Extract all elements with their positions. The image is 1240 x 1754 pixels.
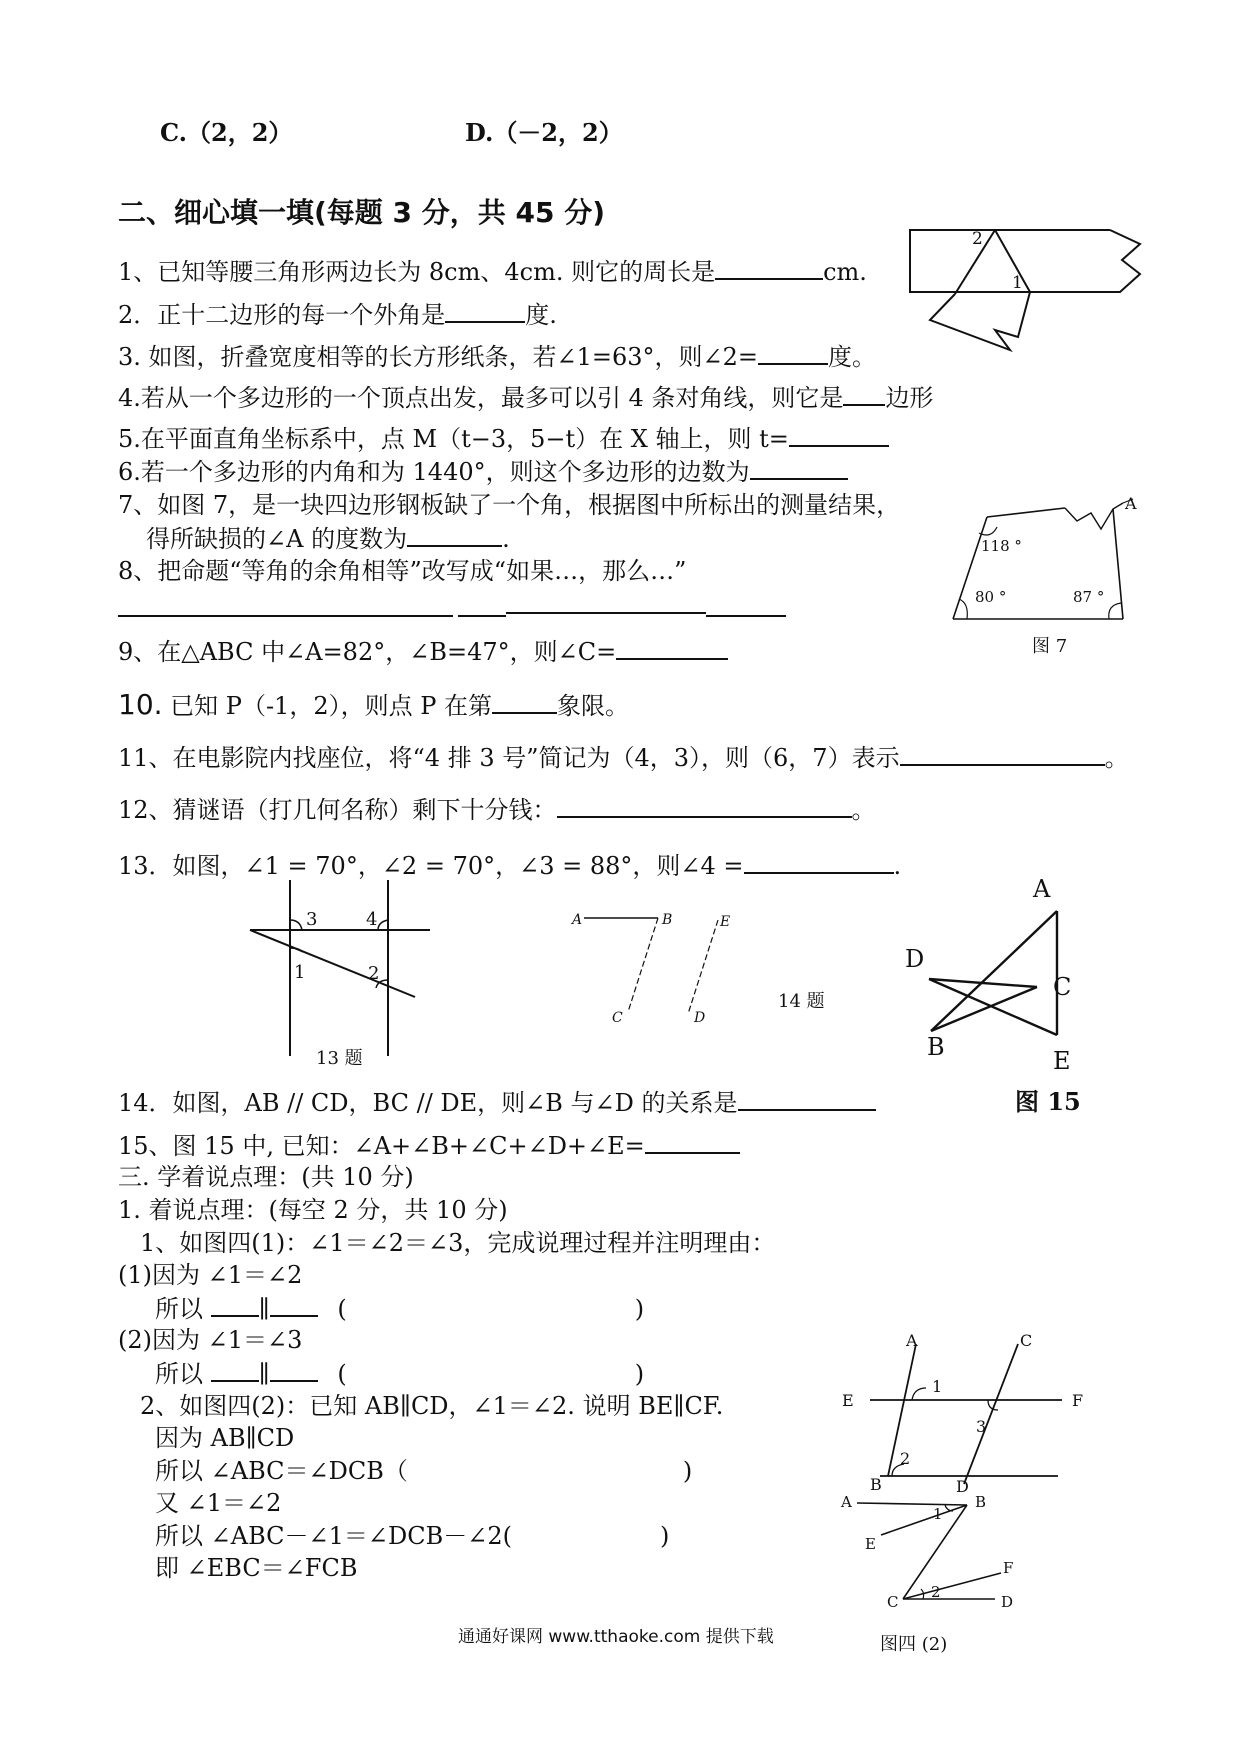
question-9-text: 9、在△ABC 中∠A=82°，∠B=47°，则∠C= xyxy=(118,638,617,666)
answer-blank-9[interactable] xyxy=(616,636,728,660)
right-paren: ) xyxy=(634,1295,645,1323)
question-14-text: 14．如图，AB // CD，BC // DE，则∠B 与∠D 的关系是 xyxy=(118,1089,738,1117)
answer-blank-1a-left[interactable] xyxy=(211,1293,259,1317)
figure-14-label-a: A xyxy=(572,912,583,928)
figure-4-2-label-2: 2 xyxy=(931,1583,941,1601)
parallel-symbol: ∥ xyxy=(258,1360,270,1388)
question-3-suffix: 度。 xyxy=(828,343,877,371)
problem-2-line-4 xyxy=(155,1521,669,1551)
question-4-text: 4.若从一个多边形的一个顶点出发，最多可以引 4 条对角线，则它是 xyxy=(118,384,844,412)
question-1-suffix: cm. xyxy=(823,258,867,286)
problem-1b-conclusion xyxy=(155,1358,644,1389)
question-8: 8、把命题“等角的余角相等”改写成“如果…，那么…” xyxy=(118,557,687,585)
figure-4-1-label-1: 1 xyxy=(932,1377,943,1396)
answer-blank-6[interactable] xyxy=(750,456,848,480)
question-12 xyxy=(118,794,876,825)
figure-15-label-d: D xyxy=(905,945,925,973)
figure-4-2-label-a: A xyxy=(841,1493,852,1511)
section2-title: 二、细心填一填(每题 3 分，共 45 分) xyxy=(118,196,606,229)
figure-4-1-label-a: A xyxy=(906,1331,918,1350)
left-paren: ( xyxy=(337,1360,347,1388)
page-footer: 通通好课网 www.tthaoke.com 提供下载 xyxy=(458,1627,774,1647)
answer-line-8d[interactable] xyxy=(706,615,786,617)
figure-13-caption: 13 题 xyxy=(316,1048,363,1069)
answer-blank-14[interactable] xyxy=(738,1087,876,1111)
figure-4-1-label-f: F xyxy=(1072,1391,1084,1410)
figure-7-quadrilateral xyxy=(945,485,1145,655)
answer-blank-5[interactable] xyxy=(789,423,889,447)
figure-4-2-caption: 图四 (2) xyxy=(880,1634,948,1655)
problem-2-intro: 2、如图四(2)：已知 AB∥CD，∠1＝∠2. 说明 BE∥CF. xyxy=(140,1392,724,1420)
figure-14-label-d: D xyxy=(694,1010,706,1026)
answer-blank-2[interactable] xyxy=(445,299,525,323)
answer-line-8a[interactable] xyxy=(118,615,453,617)
figure-4-1-label-d: D xyxy=(956,1477,969,1496)
figure-13-label-3: 3 xyxy=(306,909,318,930)
problem-2-line-2-text: 所以 ∠ABC＝∠DCB（ xyxy=(155,1457,408,1485)
question-6 xyxy=(118,456,848,487)
figure-4-2-label-b: B xyxy=(975,1493,987,1511)
question-13-suffix: . xyxy=(893,852,902,880)
problem-1a-conclusion xyxy=(155,1293,644,1324)
question-10 xyxy=(118,690,629,721)
question-11 xyxy=(118,742,1129,773)
parallel-symbol: ∥ xyxy=(258,1295,270,1323)
figure-15-label-b: B xyxy=(927,1033,945,1061)
figure-7-label-a: A xyxy=(1125,494,1137,513)
figure-13-label-2: 2 xyxy=(368,963,380,984)
figure-4-1-label-e: E xyxy=(842,1391,854,1410)
problem-2-line-5: 即 ∠EBC＝∠FCB xyxy=(155,1554,358,1582)
answer-line-8b[interactable] xyxy=(458,615,506,617)
answer-line-8c[interactable] xyxy=(506,612,706,614)
answer-blank-10[interactable] xyxy=(492,690,557,714)
figure-14-parallels xyxy=(570,910,740,1030)
figure-4-2-label-f: F xyxy=(1003,1559,1014,1577)
question-1 xyxy=(118,256,867,287)
figure-4-1-label-2: 2 xyxy=(900,1449,911,1468)
question-5 xyxy=(118,423,889,454)
figure-4-1-label-3: 3 xyxy=(976,1417,987,1436)
answer-blank-11[interactable] xyxy=(900,742,1105,766)
question-2 xyxy=(118,299,557,330)
question-15-text: 15、图 15 中, 已知：∠A+∠B+∠C+∠D+∠E= xyxy=(118,1132,645,1160)
figure-15-label-a: A xyxy=(1033,875,1051,903)
question-11-text: 11、在电影院内找座位，将“4 排 3 号”简记为（4，3），则（6，7）表示 xyxy=(118,744,900,772)
figure-7-angle-87: 87 ° xyxy=(1073,588,1105,606)
left-paren: ( xyxy=(337,1295,347,1323)
answer-blank-1a-right[interactable] xyxy=(270,1293,318,1317)
figure-15-star xyxy=(905,875,1105,1075)
figure-4-2-label-c: C xyxy=(887,1593,899,1611)
problem-2-line-3: 又 ∠1＝∠2 xyxy=(155,1489,282,1517)
problem-1b-given: (2)因为 ∠1＝∠3 xyxy=(118,1326,303,1354)
question-4-suffix: 边形 xyxy=(885,384,934,412)
figure-13-label-1: 1 xyxy=(294,962,306,983)
figure-14-label-c: C xyxy=(612,1010,623,1026)
question-3 xyxy=(118,341,876,372)
option-d: D.（－2，2） xyxy=(465,118,623,147)
question-15 xyxy=(118,1130,740,1161)
answer-blank-3[interactable] xyxy=(758,341,828,365)
question-3-text: 3. 如图，折叠宽度相等的长方形纸条，若∠1=63°，则∠2= xyxy=(118,343,759,371)
right-paren: ) xyxy=(634,1360,645,1388)
figure-4-2-label-e: E xyxy=(865,1535,876,1553)
question-12-suffix: 。 xyxy=(851,796,876,824)
figure-4-1-label-c: C xyxy=(1020,1331,1033,1350)
figure-14-label-b: B xyxy=(662,912,673,928)
problem-2-line-1: 因为 AB∥CD xyxy=(155,1424,295,1452)
question-5-text: 5.在平面直角坐标系中，点 M（t−3，5−t）在 X 轴上，则 t= xyxy=(118,425,789,453)
answer-blank-13[interactable] xyxy=(744,850,894,874)
figure-15-label-c: C xyxy=(1053,973,1072,1001)
fold-label-1: 1 xyxy=(1012,273,1023,293)
question-7-suffix: . xyxy=(502,525,510,553)
answer-blank-1b-left[interactable] xyxy=(211,1358,259,1382)
section3-title: 三. 学着说点理：(共 10 分) xyxy=(118,1163,414,1191)
figure-14-label-e: E xyxy=(720,914,731,930)
problem-1a-so: 所以 xyxy=(155,1295,203,1323)
figure-7-angle-80: 80 ° xyxy=(975,588,1007,606)
figure-7-angle-118: 118 ° xyxy=(981,537,1022,555)
section3-subtitle: 1. 着说点理：(每空 2 分，共 10 分) xyxy=(118,1196,508,1224)
question-14 xyxy=(118,1087,876,1118)
question-12-text: 12、猜谜语（打几何名称）剩下十分钱： xyxy=(118,796,557,824)
question-13 xyxy=(118,850,901,881)
question-7-text: 得所缺损的∠A 的度数为 xyxy=(146,525,408,553)
problem-2-line-4-text: 所以 ∠ABC－∠1＝∠DCB－∠2( xyxy=(155,1522,512,1550)
answer-blank-15[interactable] xyxy=(645,1130,740,1154)
figure-15-label-e: E xyxy=(1053,1047,1071,1075)
answer-blank-7[interactable] xyxy=(407,523,502,547)
question-9 xyxy=(118,636,728,667)
fold-label-2: 2 xyxy=(972,229,983,249)
answer-blank-1[interactable] xyxy=(715,256,823,280)
figure-4-1-label-b: B xyxy=(870,1475,882,1494)
question-1-text: 1、已知等腰三角形两边长为 8cm、4cm. 则它的周长是 xyxy=(118,258,716,286)
problem-1a-given: (1)因为 ∠1＝∠2 xyxy=(118,1261,303,1289)
figure-4-2-label-d: D xyxy=(1001,1593,1014,1611)
question-7-line2 xyxy=(146,523,510,554)
question-10-text: 已知 P（-1，2），则点 P 在第 xyxy=(170,692,493,720)
right-paren: ) xyxy=(682,1457,693,1485)
answer-blank-12[interactable] xyxy=(557,794,852,818)
question-11-suffix: 。 xyxy=(1104,744,1129,772)
problem-1-intro: 1、如图四(1)：∠1＝∠2＝∠3，完成说理过程并注明理由： xyxy=(140,1229,776,1257)
figure-4-1 xyxy=(840,1328,1100,1496)
problem-1b-so: 所以 xyxy=(155,1360,203,1388)
question-4 xyxy=(118,382,933,413)
question-7-line1: 7、如图 7，是一块四边形钢板缺了一个角，根据图中所标出的测量结果， xyxy=(118,491,901,519)
fold-strip-figure xyxy=(900,222,1150,352)
figure-13-lines xyxy=(240,880,440,1060)
question-6-text: 6.若一个多边形的内角和为 1440°，则这个多边形的边数为 xyxy=(118,458,750,486)
figure-14-caption: 14 题 xyxy=(778,991,825,1012)
answer-blank-4[interactable] xyxy=(843,382,885,406)
right-paren: ) xyxy=(660,1522,670,1550)
problem-2-line-2 xyxy=(155,1456,692,1486)
answer-blank-1b-right[interactable] xyxy=(270,1358,318,1382)
question-2-text: 2．正十二边形的每一个外角是 xyxy=(118,301,446,329)
question-10-suffix: 象限。 xyxy=(557,692,630,720)
figure-15-caption: 图 15 xyxy=(1015,1087,1081,1116)
question-13-text: 13．如图，∠1 = 70°，∠2 = 70°，∠3 = 88°，则∠4 = xyxy=(118,852,744,880)
figure-4-2-label-1: 1 xyxy=(933,1505,943,1523)
option-c: C.（2，2） xyxy=(160,118,293,147)
figure-4-2 xyxy=(835,1493,1025,1613)
figure-13-label-4: 4 xyxy=(366,909,378,930)
question-2-suffix: 度. xyxy=(525,301,557,329)
question-10-number: 10. xyxy=(118,688,163,721)
figure-7-caption: 图 7 xyxy=(1032,636,1068,657)
